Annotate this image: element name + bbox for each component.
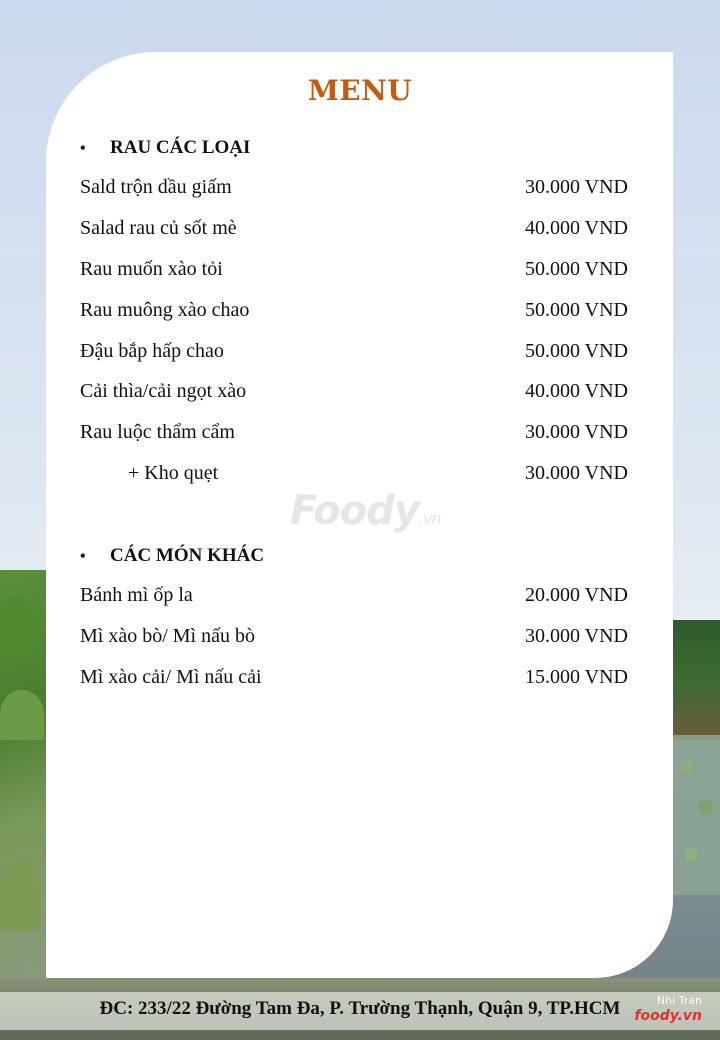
menu-item — [80, 299, 628, 327]
item-price: 50.000 VND — [525, 258, 628, 280]
photo-credit — [634, 994, 702, 1024]
menu-item — [80, 258, 628, 286]
menu-item-addon — [80, 462, 628, 490]
item-price: 15.000 VND — [525, 666, 628, 688]
item-name: Mì xào bò/ Mì nấu bò — [80, 625, 255, 647]
foody-logo: foody.vn — [634, 1008, 702, 1024]
menu-item — [80, 176, 628, 204]
credit-author: Nhi Tran — [656, 994, 702, 1007]
bullet-icon: • — [80, 140, 86, 157]
item-name: Rau muốn xào tỏi — [80, 258, 223, 280]
item-name: Rau muông xào chao — [80, 299, 250, 321]
item-price: 30.000 VND — [525, 421, 628, 443]
restaurant-address: ĐC: 233/22 Đường Tam Đa, P. Trường Thạnh, Quận 9, TP.HCM — [99, 998, 621, 1019]
menu-item — [80, 625, 628, 653]
water-lilies — [672, 735, 720, 895]
foody-watermark — [290, 488, 441, 534]
palm-frond — [0, 860, 40, 930]
item-price: 50.000 VND — [525, 299, 628, 321]
item-name: Rau luộc thẩm cẩm — [80, 421, 235, 443]
menu-item — [80, 217, 628, 245]
item-name: Mì xào cải/ Mì nấu cải — [80, 666, 262, 688]
item-price: 30.000 VND — [525, 176, 628, 198]
item-price: 30.000 VND — [525, 625, 628, 647]
section-heading-others — [80, 545, 264, 567]
menu-item — [80, 584, 628, 612]
menu-item — [80, 340, 628, 368]
item-price: 40.000 VND — [525, 217, 628, 239]
item-price: 40.000 VND — [525, 380, 628, 402]
menu-title: MENU — [307, 74, 413, 107]
watermark-brand: Foody — [290, 488, 419, 534]
section-heading-label: RAU CÁC LOẠI — [110, 137, 251, 158]
riverbank-trees — [672, 620, 720, 740]
item-name: + Kho quẹt — [128, 462, 219, 484]
item-name: Sald trộn dầu giấm — [80, 176, 232, 198]
palm-frond — [0, 690, 44, 740]
item-price: 30.000 VND — [525, 462, 628, 484]
menu-item — [80, 421, 628, 449]
section-heading-vegetables — [80, 137, 250, 159]
menu-item — [80, 380, 628, 408]
item-price: 20.000 VND — [525, 584, 628, 606]
item-name: Salad rau củ sốt mè — [80, 217, 237, 239]
watermark-suffix: .vn — [418, 509, 441, 528]
item-name: Cải thìa/cải ngọt xào — [80, 380, 247, 402]
item-price: 50.000 VND — [525, 340, 628, 362]
bullet-icon: • — [80, 548, 86, 565]
section-heading-label: CÁC MÓN KHÁC — [110, 545, 265, 566]
menu-item — [80, 666, 628, 694]
item-name: Bánh mì ốp la — [80, 584, 193, 606]
item-name: Đậu bắp hấp chao — [80, 340, 224, 362]
